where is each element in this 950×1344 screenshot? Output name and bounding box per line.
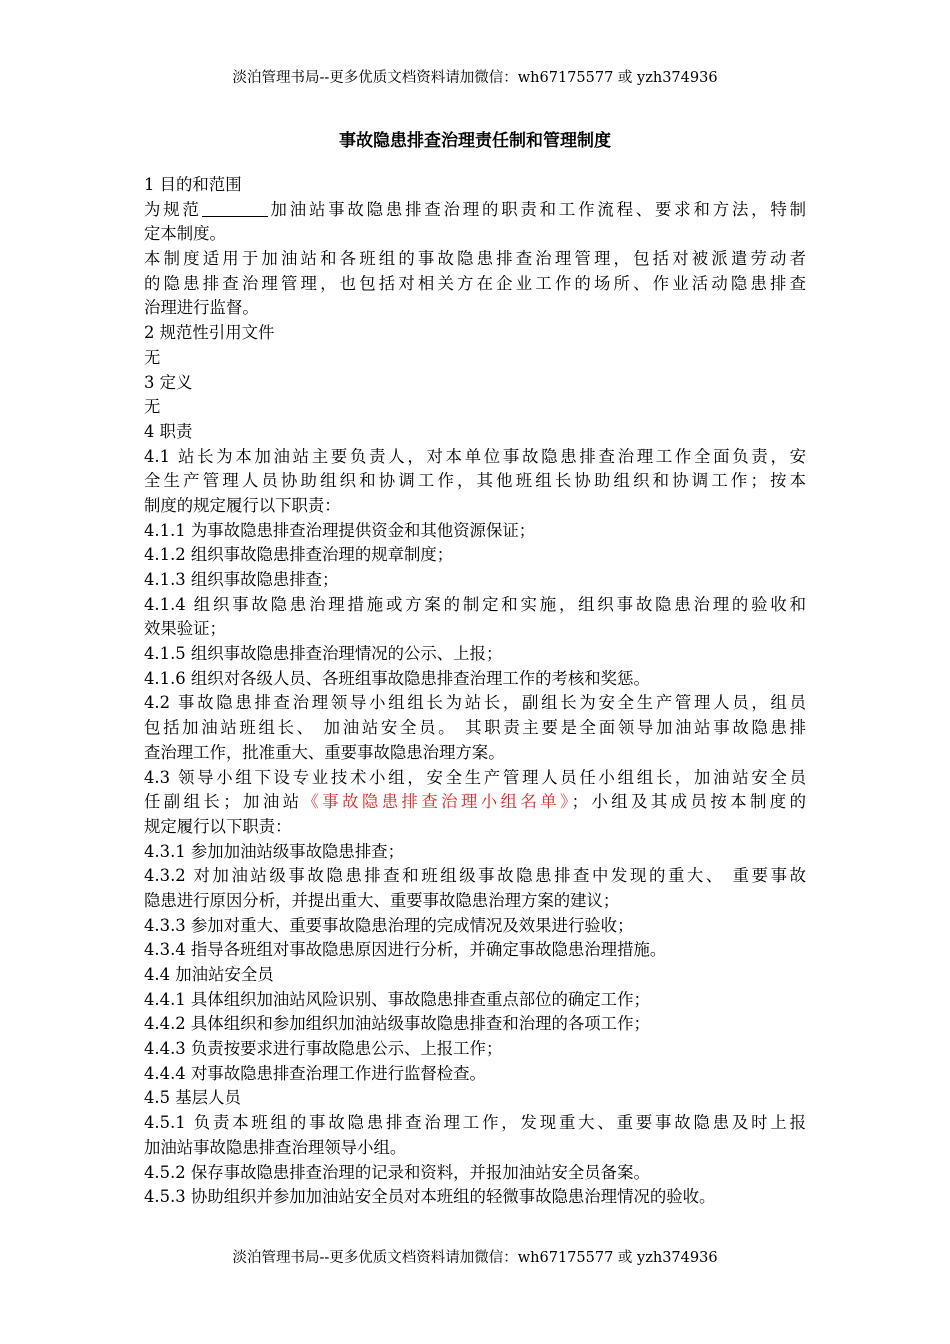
- list-item: 4.3.1 参加加油站级事故隐患排查；: [144, 841, 404, 861]
- list-item: 4.3.3 参加对重大、重要事故隐患治理的完成情况及效果进行验收；: [144, 915, 634, 935]
- paragraph-line: 本制度适用于加油站和各班组的事故隐患排查治理管理，包括对被派遣劳动者: [144, 249, 806, 269]
- list-item: 加油站事故隐患排查治理领导小组。: [144, 1137, 407, 1157]
- paragraph-line: 无: [144, 347, 161, 367]
- paragraph-line: 的隐患排查治理管理，也包括对相关方在企业工作的场所、作业活动隐患排查: [144, 273, 806, 293]
- list-item: 4.4.1 具体组织加油站风险识别、事故隐患排查重点部位的确定工作；: [144, 989, 650, 1009]
- section-heading: 1 目的和范围: [144, 175, 242, 194]
- highlighted-reference: 《事故隐患排查治理小组名单》: [302, 792, 572, 812]
- list-item: 4.1.3 组织事故隐患排查；: [144, 570, 339, 589]
- paragraph-line: 查治理工作，批准重大、重要事故隐患治理方案。: [144, 742, 505, 762]
- paragraph-line: 治理进行监督。: [144, 298, 259, 318]
- fill-in-blank: [202, 200, 268, 217]
- section-heading: 2 规范性引用文件: [144, 323, 275, 343]
- paragraph-line: 4.2 事故隐患排查治理领导小组组长为站长，副组长为安全生产管理人员，组员: [144, 693, 806, 713]
- document-body: [144, 173, 806, 1210]
- page-header: 淡泊管理书局--更多优质文档资料请加微信：wh67175577 或 yzh374936: [232, 70, 718, 86]
- paragraph-line: 包括加油站班组长、 加油站安全员。 其职责主要是全面领导加油站事故隐患排: [144, 718, 806, 738]
- list-item: 4.4.4 对事故隐患排查治理工作进行监督检查。: [144, 1063, 486, 1083]
- list-item: 4.1.4 组织事故隐患治理措施或方案的制定和实施，组织事故隐患治理的验收和: [144, 594, 806, 614]
- paragraph-line: 规定履行以下职责：: [144, 816, 292, 836]
- paragraph-line: 全生产管理人员协助组织和协调工作，其他班组长协助组织和协调工作；按本: [144, 471, 806, 491]
- section-heading: 4 职责: [144, 421, 193, 441]
- paragraph-line: 无: [144, 397, 161, 417]
- list-item: 4.1.5 组织事故隐患排查治理情况的公示、上报；: [144, 644, 503, 664]
- list-item: 4.1.2 组织事故隐患排查治理的规章制度；: [144, 545, 454, 565]
- list-item: 4.1.1 为事故隐患排查治理提供资金和其他资源保证；: [144, 520, 536, 540]
- paragraph-line: 定本制度。: [144, 224, 226, 244]
- section-heading: 4.5 基层人员: [144, 1088, 241, 1108]
- list-item: 4.5.2 保存事故隐患排查治理的记录和资料，并报加油站安全员备案。: [144, 1162, 650, 1182]
- document-title: 事故隐患排查治理责任制和管理制度: [339, 131, 611, 151]
- section-heading: 3 定义: [144, 372, 193, 392]
- section-heading: 4.4 加油站安全员: [144, 965, 274, 984]
- paragraph-line: 为规范 加油站事故隐患排查治理的职责和工作流程、要求和方法，特制: [144, 199, 806, 219]
- paragraph-line: 4.3 领导小组下设专业技术小组，安全生产管理人员任小组组长，加油站安全员: [144, 767, 806, 787]
- list-item: 4.4.3 负责按要求进行事故隐患公示、上报工作；: [144, 1039, 503, 1059]
- page-footer: 淡泊管理书局--更多优质文档资料请加微信：wh67175577 或 yzh374936: [232, 1250, 718, 1266]
- list-item: 隐患进行原因分析，并提出重大、重要事故隐患治理方案的建议；: [144, 890, 620, 910]
- list-item: 4.3.2 对加油站级事故隐患排查和班组级事故隐患排查中发现的重大、 重要事故: [144, 866, 806, 886]
- list-item: 4.5.1 负责本班组的事故隐患排查治理工作，发现重大、重要事故隐患及时上报: [144, 1113, 806, 1133]
- list-item: 4.1.6 组织对各级人员、各班组事故隐患排查治理工作的考核和奖惩。: [144, 668, 650, 688]
- paragraph-line: 制度的规定履行以下职责：: [144, 495, 341, 515]
- paragraph-line: 4.1 站长为本加油站主要负责人，对本单位事故隐患排查治理工作全面负责，安: [144, 446, 806, 466]
- list-item: 4.5.3 协助组织并参加加油站安全员对本班组的轻微事故隐患治理情况的验收。: [144, 1187, 716, 1207]
- list-item: 效果验证；: [144, 619, 226, 639]
- list-item: 4.4.2 具体组织和参加组织加油站级事故隐患排查和治理的各项工作；: [144, 1014, 650, 1034]
- list-item: 4.3.4 指导各班组对事故隐患原因进行分析，并确定事故隐患治理措施。: [144, 940, 667, 960]
- paragraph-line: 任副组长；加油站《事故隐患排查治理小组名单》；小组及其成员按本制度的: [144, 792, 806, 812]
